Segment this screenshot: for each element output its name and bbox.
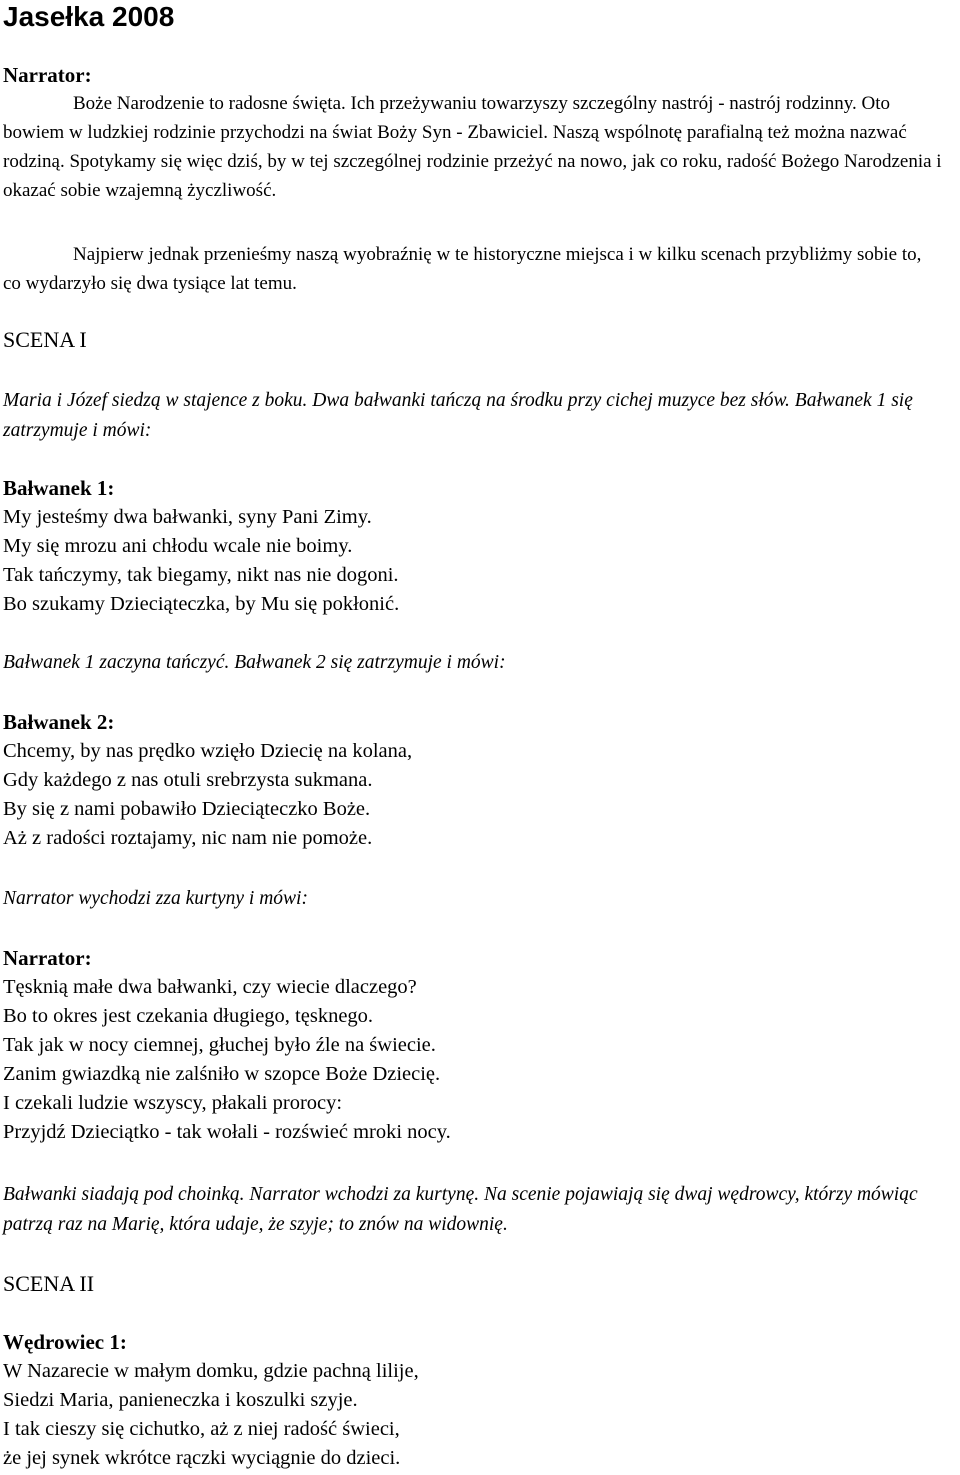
verse-line: Bo to okres jest czekania długiego, tęsknego. xyxy=(3,1005,374,1027)
verse-line: Gdy każdego z nas otuli srebrzysta sukmana. xyxy=(3,769,373,791)
verse-wanderer-1 xyxy=(3,1357,419,1473)
narrator-intro-paragraph-2: Najpierw jednak przenieśmy naszą wyobraźnię w te historyczne miejsca i w kilku scenach przybliżmy sobie to, co wydarzyło się dwa tysiące lat temu. xyxy=(3,244,922,294)
scene-1-heading: SCENA I xyxy=(3,327,87,352)
verse-line: że jej synek wkrótce rączki wyciągnie do dzieci. xyxy=(3,1447,401,1469)
stage-direction: Bałwanek 1 zaczyna tańczyć. Bałwanek 2 się zatrzymuje i mówi: xyxy=(3,652,506,673)
verse-line: I tak cieszy się cichutko, aż z niej radość świeci, xyxy=(3,1418,400,1440)
verse-line: My jesteśmy dwa bałwanki, syny Pani Zimy. xyxy=(3,506,372,528)
speaker-wanderer-1: Wędrowiec 1: xyxy=(3,1330,127,1354)
verse-line: Chcemy, by nas prędko wzięło Dziecię na kolana, xyxy=(3,740,413,762)
verse-snowman-1 xyxy=(3,503,399,619)
verse-line: W Nazarecie w małym domku, gdzie pachną lilije, xyxy=(3,1360,419,1382)
verse-line: Siedzi Maria, panieneczka i koszulki szyje. xyxy=(3,1389,358,1411)
verse-line: Tak tańczymy, tak biegamy, nikt nas nie dogoni. xyxy=(3,564,399,586)
document-title: Jasełka 2008 xyxy=(3,1,175,32)
verse-line: Przyjdź Dzieciątko - tak wołali - rozświeć mroki nocy. xyxy=(3,1121,451,1143)
verse-line: Tak jak w nocy ciemnej, głuchej było źle na świecie. xyxy=(3,1034,436,1056)
verse-line: Bo szukamy Dzieciąteczka, by Mu się pokłonić. xyxy=(3,593,400,615)
verse-narrator xyxy=(3,973,451,1147)
verse-line: Tęsknią małe dwa bałwanki, czy wiecie dlaczego? xyxy=(3,976,417,998)
narrator-intro-paragraph: Boże Narodzenie to radosne święta. Ich przeżywaniu towarzyszy szczególny nastrój - nastrój rodzinny. Oto bowiem w ludzkiej rodzinie przychodzi na świat Boży Syn - Zbawiciel. Naszą wspólnotę parafialną też można nazwać rodziną. Spotykamy się więc dziś, by w tej szczególnej rodzinie przeżyć na nowo, jak co roku, radość Bożego Narodzenia i okazać sobie wzajemną życzliwość. xyxy=(3,93,942,201)
verse-line: Zanim gwiazdką nie zalśniło w szopce Boże Dziecię. xyxy=(3,1063,441,1085)
stage-direction: Narrator wychodzi zza kurtyny i mówi: xyxy=(3,888,308,909)
scene-2-heading: SCENA II xyxy=(3,1271,95,1296)
verse-snowman-2 xyxy=(3,737,412,853)
verse-line: I czekali ludzie wszyscy, płakali prorocy: xyxy=(3,1092,343,1114)
verse-line: Aż z radości roztajamy, nic nam nie pomoże. xyxy=(3,827,373,849)
stage-direction: Maria i Józef siedzą w stajence z boku. Dwa bałwanki tańczą na środku przy cichej muzyce bez słów. Bałwanek 1 się zatrzymuje i mówi: xyxy=(3,390,913,441)
speaker-snowman-2: Bałwanek 2: xyxy=(3,710,115,734)
speaker-narrator: Narrator: xyxy=(3,946,92,970)
verse-line: By się z nami pobawiło Dzieciąteczko Boże. xyxy=(3,798,371,820)
verse-line: My się mrozu ani chłodu wcale nie boimy. xyxy=(3,535,353,557)
speaker-narrator: Narrator: xyxy=(3,63,92,87)
stage-direction: Bałwanki siadają pod choinką. Narrator wchodzi za kurtynę. Na scenie pojawiają się dwaj wędrowcy, którzy mówiąc patrzą raz na Marię, która udaje, że szyje; to znów na widownię. xyxy=(3,1184,918,1235)
speaker-snowman-1: Bałwanek 1: xyxy=(3,476,115,500)
